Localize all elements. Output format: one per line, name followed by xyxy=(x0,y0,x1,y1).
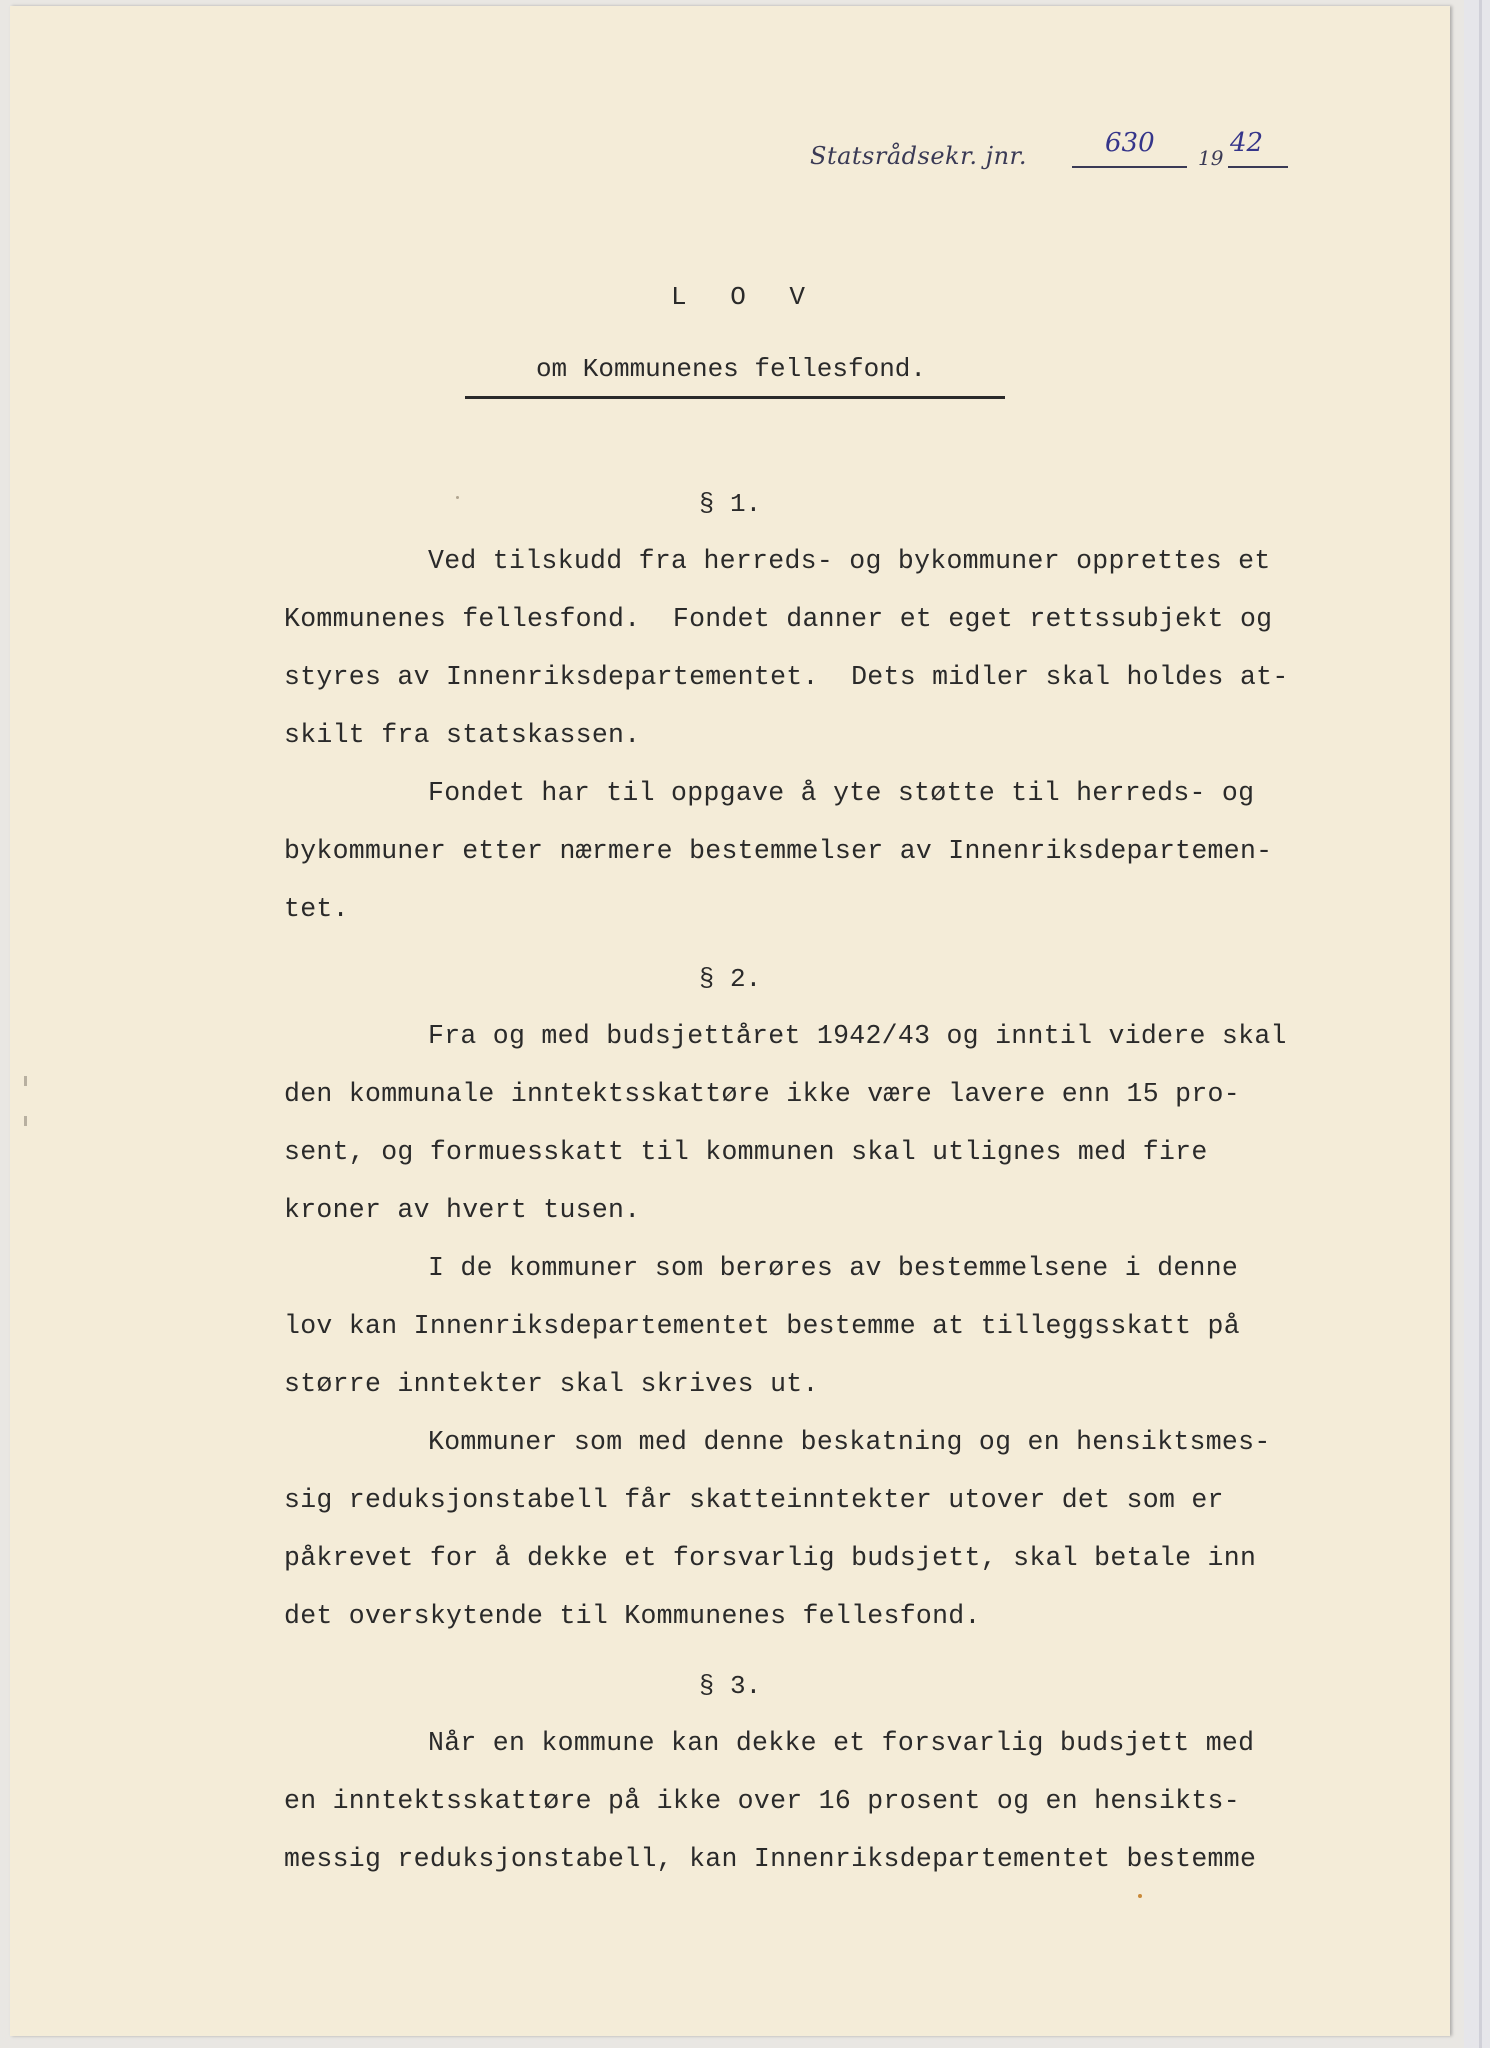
paper-speck xyxy=(1138,1894,1142,1898)
journal-label: Statsrådsekr. jnr. xyxy=(810,142,1028,170)
paragraph-line: Fra og med budsjettåret 1942/43 og inntil videre skal xyxy=(428,1021,1287,1051)
paragraph-line: sent, og formuesskatt til kommunen skal utlignes med fire xyxy=(284,1137,1208,1167)
paragraph-line: lov kan Innenriksdepartementet bestemme at tilleggsskatt på xyxy=(284,1311,1240,1341)
journal-number-rule xyxy=(1072,166,1187,168)
paragraph-line: I de kommuner som berøres av bestemmelsene i denne xyxy=(428,1253,1239,1283)
paragraph-line: styres av Innenriksdepartementet. Dets midler skal holdes at- xyxy=(284,662,1289,692)
paragraph-line: påkrevet for å dekke et forsvarlig budsjett, skal betale inn xyxy=(284,1543,1257,1573)
paper-speck xyxy=(456,496,459,499)
journal-year-prefix: 19 xyxy=(1198,146,1224,170)
journal-number: 630 xyxy=(1105,128,1155,158)
paragraph-line: Ved tilskudd fra herreds- og bykommuner opprettes et xyxy=(428,546,1271,576)
paragraph-line: den kommunale inntektsskattøre ikke være lavere enn 15 pro- xyxy=(284,1079,1240,1109)
document-title: L O V xyxy=(670,282,819,312)
paragraph-line: Fondet har til oppgave å yte støtte til herreds- og xyxy=(428,778,1255,808)
paragraph-line: en inntektsskattøre på ikke over 16 prosent og en hensikts- xyxy=(284,1786,1240,1816)
backdrop-strip-line xyxy=(1479,0,1482,2048)
subtitle-underline xyxy=(465,396,1005,399)
margin-mark xyxy=(24,1076,27,1086)
paragraph-line: sig reduksjonstabell får skatteinntekter utover det som er xyxy=(284,1485,1224,1515)
paragraph-line: bykommuner etter nærmere bestemmelser av Innenriksdepartemen- xyxy=(284,836,1273,866)
paragraph-line: større inntekter skal skrives ut. xyxy=(284,1369,819,1399)
journal-year: 42 xyxy=(1230,128,1264,158)
journal-year-rule xyxy=(1228,166,1288,168)
section-heading-3: § 3. xyxy=(698,1671,762,1701)
document-subtitle: om Kommunenes fellesfond. xyxy=(535,354,927,384)
document-page xyxy=(10,6,1450,2036)
paragraph-line: det overskytende til Kommunenes fellesfond. xyxy=(284,1601,981,1631)
paragraph-line: Kommunenes fellesfond. Fondet danner et eget rettssubjekt og xyxy=(284,604,1273,634)
paragraph-line: kroner av hvert tusen. xyxy=(284,1195,641,1225)
section-heading-2: § 2. xyxy=(698,964,762,994)
paragraph-line: Når en kommune kan dekke et forsvarlig budsjett med xyxy=(428,1728,1255,1758)
paragraph-line: Kommuner som med denne beskatning og en hensiktsmes- xyxy=(428,1427,1271,1457)
paragraph-line: tet. xyxy=(284,894,349,924)
paragraph-line: skilt fra statskassen. xyxy=(284,720,641,750)
journal-stamp xyxy=(810,128,1300,176)
paragraph-line: messig reduksjonstabell, kan Innenriksdepartementet bestemme xyxy=(284,1844,1257,1874)
section-heading-1: § 1. xyxy=(698,489,762,519)
margin-mark xyxy=(24,1116,27,1126)
